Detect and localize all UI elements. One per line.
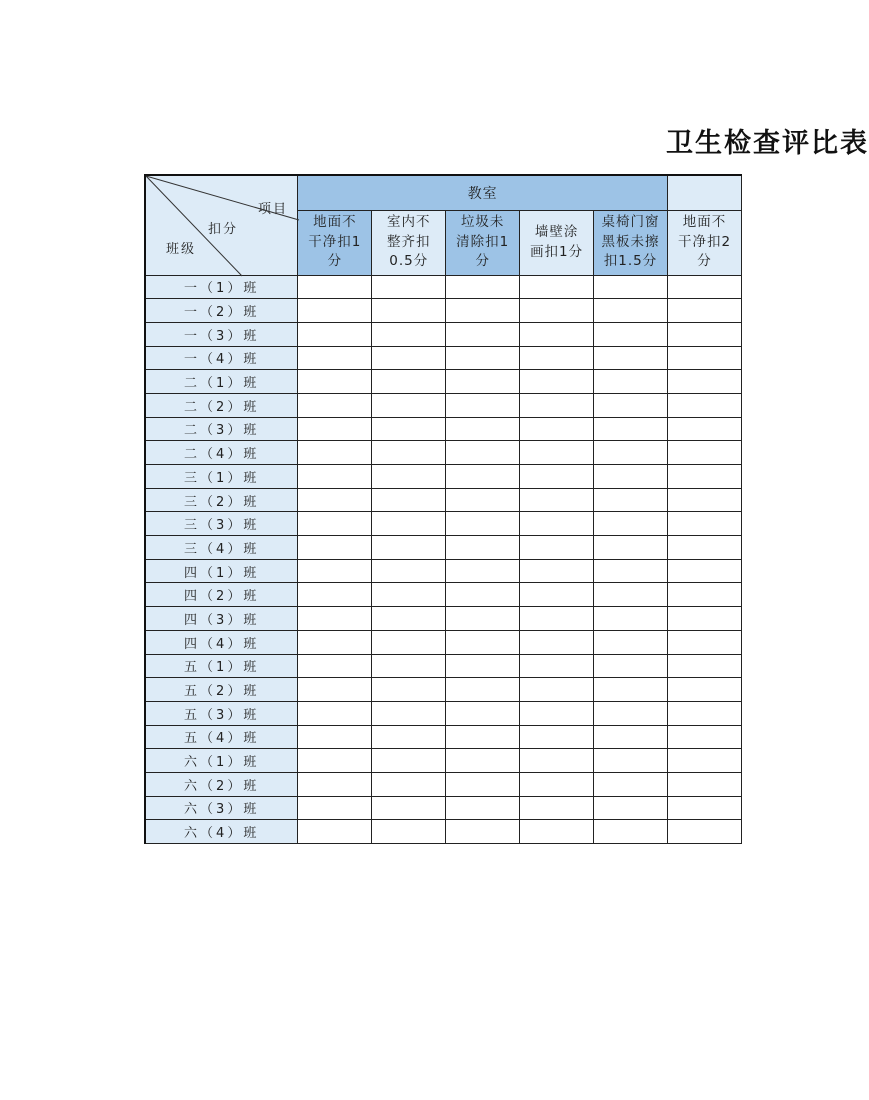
corner-label-deduction: 扣分 [208, 222, 239, 237]
row-label: 三（2）班 [145, 488, 298, 512]
score-cell[interactable] [372, 441, 446, 465]
corner-label-class: 班级 [166, 242, 197, 257]
score-cell[interactable] [446, 749, 520, 773]
score-cell[interactable] [594, 512, 668, 536]
column-header: 室内不 整齐扣 0.5分 [372, 210, 446, 275]
score-cell[interactable] [594, 417, 668, 441]
score-cell[interactable] [372, 275, 446, 299]
score-cell[interactable] [298, 583, 372, 607]
group-header-next [668, 175, 742, 210]
score-cell[interactable] [594, 393, 668, 417]
score-cell[interactable] [372, 299, 446, 323]
score-cell[interactable] [446, 820, 520, 844]
score-cell[interactable] [520, 654, 594, 678]
score-cell[interactable] [668, 370, 742, 394]
row-label: 六（3）班 [145, 796, 298, 820]
score-cell[interactable] [446, 583, 520, 607]
score-cell[interactable] [520, 322, 594, 346]
row-label: 三（1）班 [145, 465, 298, 489]
score-cell[interactable] [668, 536, 742, 560]
score-cell[interactable] [520, 772, 594, 796]
row-label: 二（4）班 [145, 441, 298, 465]
score-cell[interactable] [520, 417, 594, 441]
score-cell[interactable] [594, 559, 668, 583]
score-cell[interactable] [372, 488, 446, 512]
score-cell[interactable] [372, 630, 446, 654]
table-row [145, 346, 742, 370]
score-cell[interactable] [668, 465, 742, 489]
row-label: 六（2）班 [145, 772, 298, 796]
corner-label-item: 项目 [258, 202, 289, 217]
table-row [145, 370, 742, 394]
score-cell[interactable] [668, 796, 742, 820]
row-label: 四（4）班 [145, 630, 298, 654]
score-cell[interactable] [372, 583, 446, 607]
score-cell[interactable] [298, 536, 372, 560]
table-row [145, 796, 742, 820]
score-cell[interactable] [298, 299, 372, 323]
score-cell[interactable] [446, 370, 520, 394]
score-cell[interactable] [298, 772, 372, 796]
score-cell[interactable] [446, 393, 520, 417]
score-cell[interactable] [298, 559, 372, 583]
score-cell[interactable] [298, 607, 372, 631]
row-label: 五（1）班 [145, 654, 298, 678]
score-cell[interactable] [520, 749, 594, 773]
table-row [145, 275, 742, 299]
table-row [145, 607, 742, 631]
score-cell[interactable] [446, 678, 520, 702]
table-row [145, 583, 742, 607]
score-cell[interactable] [520, 607, 594, 631]
score-cell[interactable] [594, 820, 668, 844]
score-cell[interactable] [372, 512, 446, 536]
score-cell[interactable] [668, 512, 742, 536]
score-cell[interactable] [446, 417, 520, 441]
score-cell[interactable] [446, 346, 520, 370]
score-cell[interactable] [520, 820, 594, 844]
table-row [145, 512, 742, 536]
score-cell[interactable] [372, 346, 446, 370]
score-cell[interactable] [668, 488, 742, 512]
row-label: 五（4）班 [145, 725, 298, 749]
table-row [145, 701, 742, 725]
score-cell[interactable] [668, 607, 742, 631]
score-cell[interactable] [520, 275, 594, 299]
table-row [145, 749, 742, 773]
score-cell[interactable] [372, 725, 446, 749]
row-label: 三（3）班 [145, 512, 298, 536]
score-cell[interactable] [446, 465, 520, 489]
table-row [145, 654, 742, 678]
score-cell[interactable] [372, 772, 446, 796]
score-cell[interactable] [372, 701, 446, 725]
score-cell[interactable] [446, 536, 520, 560]
score-cell[interactable] [298, 654, 372, 678]
row-label: 四（3）班 [145, 607, 298, 631]
score-cell[interactable] [372, 465, 446, 489]
table-row [145, 322, 742, 346]
table-row [145, 299, 742, 323]
score-cell[interactable] [594, 583, 668, 607]
table-row [145, 536, 742, 560]
table-row [145, 417, 742, 441]
score-cell[interactable] [594, 370, 668, 394]
score-cell[interactable] [520, 583, 594, 607]
score-cell[interactable] [372, 370, 446, 394]
column-header: 地面不 干净扣1 分 [298, 210, 372, 275]
table-row [145, 678, 742, 702]
score-cell[interactable] [446, 607, 520, 631]
score-cell[interactable] [298, 749, 372, 773]
score-cell[interactable] [668, 275, 742, 299]
row-label: 四（1）班 [145, 559, 298, 583]
score-cell[interactable] [520, 299, 594, 323]
score-cell[interactable] [594, 678, 668, 702]
table-row [145, 725, 742, 749]
score-cell[interactable] [372, 559, 446, 583]
row-label: 四（2）班 [145, 583, 298, 607]
score-cell[interactable] [298, 701, 372, 725]
score-cell[interactable] [520, 701, 594, 725]
score-cell[interactable] [668, 701, 742, 725]
score-cell[interactable] [668, 441, 742, 465]
score-cell[interactable] [668, 393, 742, 417]
score-cell[interactable] [594, 630, 668, 654]
score-cell[interactable] [520, 488, 594, 512]
score-cell[interactable] [594, 796, 668, 820]
score-cell[interactable] [668, 559, 742, 583]
score-cell[interactable] [446, 441, 520, 465]
row-label: 一（2）班 [145, 299, 298, 323]
group-header-classroom: 教室 [298, 175, 668, 210]
score-cell[interactable] [372, 654, 446, 678]
score-cell[interactable] [446, 275, 520, 299]
score-cell[interactable] [520, 370, 594, 394]
score-cell[interactable] [520, 536, 594, 560]
score-cell[interactable] [594, 725, 668, 749]
score-cell[interactable] [594, 346, 668, 370]
score-cell[interactable] [668, 417, 742, 441]
score-cell[interactable] [594, 701, 668, 725]
table-row [145, 772, 742, 796]
score-cell[interactable] [446, 725, 520, 749]
score-cell[interactable] [298, 393, 372, 417]
score-cell[interactable] [520, 725, 594, 749]
score-cell[interactable] [520, 346, 594, 370]
score-cell[interactable] [668, 630, 742, 654]
score-cell[interactable] [668, 820, 742, 844]
score-cell[interactable] [668, 749, 742, 773]
row-label: 五（2）班 [145, 678, 298, 702]
score-cell[interactable] [446, 488, 520, 512]
score-cell[interactable] [372, 820, 446, 844]
score-cell[interactable] [446, 322, 520, 346]
score-cell[interactable] [594, 749, 668, 773]
table-row [145, 465, 742, 489]
column-header: 垃圾未 清除扣1 分 [446, 210, 520, 275]
column-header: 墙壁涂 画扣1分 [520, 210, 594, 275]
score-cell[interactable] [298, 796, 372, 820]
score-cell[interactable] [298, 370, 372, 394]
row-label: 六（4）班 [145, 820, 298, 844]
sheet-title: 卫生检查评比表 [666, 128, 869, 159]
score-cell[interactable] [520, 465, 594, 489]
score-cell[interactable] [298, 630, 372, 654]
column-header: 桌椅门窗 黑板未擦 扣1.5分 [594, 210, 668, 275]
row-label: 五（3）班 [145, 701, 298, 725]
table-row [145, 820, 742, 844]
score-cell[interactable] [520, 559, 594, 583]
row-label: 一（4）班 [145, 346, 298, 370]
score-cell[interactable] [668, 583, 742, 607]
score-cell[interactable] [298, 441, 372, 465]
score-cell[interactable] [668, 346, 742, 370]
score-cell[interactable] [372, 393, 446, 417]
column-header: 地面不 干净扣2 分 [668, 210, 742, 275]
row-label: 一（3）班 [145, 322, 298, 346]
score-cell[interactable] [594, 465, 668, 489]
score-cell[interactable] [298, 725, 372, 749]
table-row [145, 393, 742, 417]
score-cell[interactable] [446, 701, 520, 725]
row-label: 三（4）班 [145, 536, 298, 560]
score-cell[interactable] [594, 654, 668, 678]
score-cell[interactable] [372, 749, 446, 773]
score-cell[interactable] [594, 299, 668, 323]
score-cell[interactable] [520, 512, 594, 536]
score-cell[interactable] [668, 322, 742, 346]
inspection-table [144, 174, 742, 846]
score-cell[interactable] [594, 322, 668, 346]
score-cell[interactable] [668, 772, 742, 796]
score-cell[interactable] [298, 322, 372, 346]
score-cell[interactable] [446, 796, 520, 820]
score-cell[interactable] [298, 417, 372, 441]
score-cell[interactable] [594, 488, 668, 512]
score-cell[interactable] [372, 322, 446, 346]
row-label: 二（2）班 [145, 393, 298, 417]
score-cell[interactable] [298, 488, 372, 512]
table-row [145, 488, 742, 512]
score-cell[interactable] [446, 559, 520, 583]
table-row [145, 630, 742, 654]
row-label: 二（1）班 [145, 370, 298, 394]
score-cell[interactable] [298, 820, 372, 844]
score-cell[interactable] [668, 725, 742, 749]
score-cell[interactable] [446, 512, 520, 536]
score-cell[interactable] [668, 678, 742, 702]
score-cell[interactable] [298, 275, 372, 299]
score-cell[interactable] [594, 441, 668, 465]
table-row [145, 559, 742, 583]
score-cell[interactable] [520, 441, 594, 465]
score-cell[interactable] [298, 512, 372, 536]
score-cell[interactable] [668, 654, 742, 678]
score-cell[interactable] [446, 630, 520, 654]
row-label: 二（3）班 [145, 417, 298, 441]
score-cell[interactable] [372, 536, 446, 560]
score-cell[interactable] [446, 772, 520, 796]
score-cell[interactable] [594, 772, 668, 796]
score-cell[interactable] [372, 678, 446, 702]
score-cell[interactable] [446, 654, 520, 678]
table-row [145, 441, 742, 465]
score-cell[interactable] [298, 346, 372, 370]
score-cell[interactable] [520, 796, 594, 820]
row-label: 一（1）班 [145, 275, 298, 299]
row-label: 六（1）班 [145, 749, 298, 773]
header-corner-cell [145, 175, 298, 275]
score-cell[interactable] [372, 417, 446, 441]
score-cell[interactable] [298, 678, 372, 702]
score-cell[interactable] [668, 299, 742, 323]
score-cell[interactable] [520, 678, 594, 702]
score-cell[interactable] [372, 607, 446, 631]
score-cell[interactable] [520, 393, 594, 417]
score-cell[interactable] [446, 299, 520, 323]
score-cell[interactable] [594, 536, 668, 560]
score-cell[interactable] [298, 465, 372, 489]
score-cell[interactable] [594, 275, 668, 299]
score-cell[interactable] [372, 796, 446, 820]
score-cell[interactable] [594, 607, 668, 631]
score-cell[interactable] [520, 630, 594, 654]
